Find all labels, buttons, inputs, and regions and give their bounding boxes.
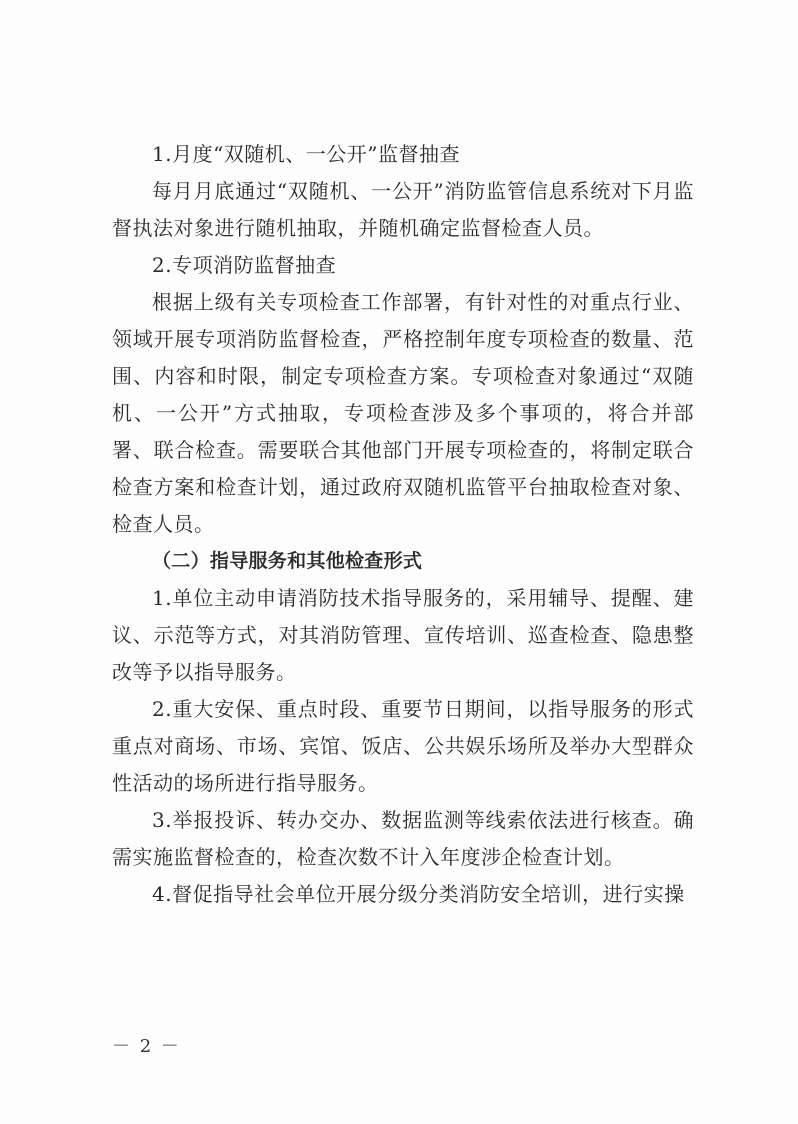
page-number: － 2 － [112,1036,181,1057]
paragraph-guidance-2: 2.重大安保、重点时段、重要节日期间，以指导服务的形式重点对商场、市场、宾馆、饭店、公共娱乐场所及举办大型群众性活动的场所进行指导服务。 [112,697,694,795]
paragraph-guidance-3: 3.举报投诉、转办交办、数据监测等线索依法进行核查。确需实施监督检查的，检查次数不计入年度涉企检查计划。 [112,808,694,869]
document-body [112,136,694,913]
paragraph-guidance-1: 1.单位主动申请消防技术指导服务的，采用辅导、提醒、建议、示范等方式，对其消防管理、宣传培训、巡查检查、隐患整改等予以指导服务。 [112,586,694,684]
paragraph-guidance-4: 4.督促指导社会单位开展分级分类消防安全培训，进行实操 [152,882,685,906]
paragraph-special-check: 根据上级有关专项检查工作部署，有针对性的对重点行业、领域开展专项消防监督检查，严格控制年度专项检查的数量、范围、内容和时限，制定专项检查方案。专项检查对象通过“双随机、一公开”方式抽取，专项检查涉及多个事项的，将合并部署、联合检查。需要联合其他部门开展专项检查的，将制定联合检查方案和检查计划，通过政府双随机监管平台抽取检查对象、检查人员。 [112,290,694,536]
subsection-heading-monthly: 1.月度“双随机、一公开”监督抽查 [152,142,461,166]
paragraph-monthly-check: 每月月底通过“双随机、一公开”消防监管信息系统对下月监督执法对象进行随机抽取，并随机确定监督检查人员。 [112,179,694,240]
subsection-heading-special: 2.专项消防监督抽查 [152,253,337,277]
section-heading-guidance: （二）指导服务和其他检查形式 [152,550,423,572]
